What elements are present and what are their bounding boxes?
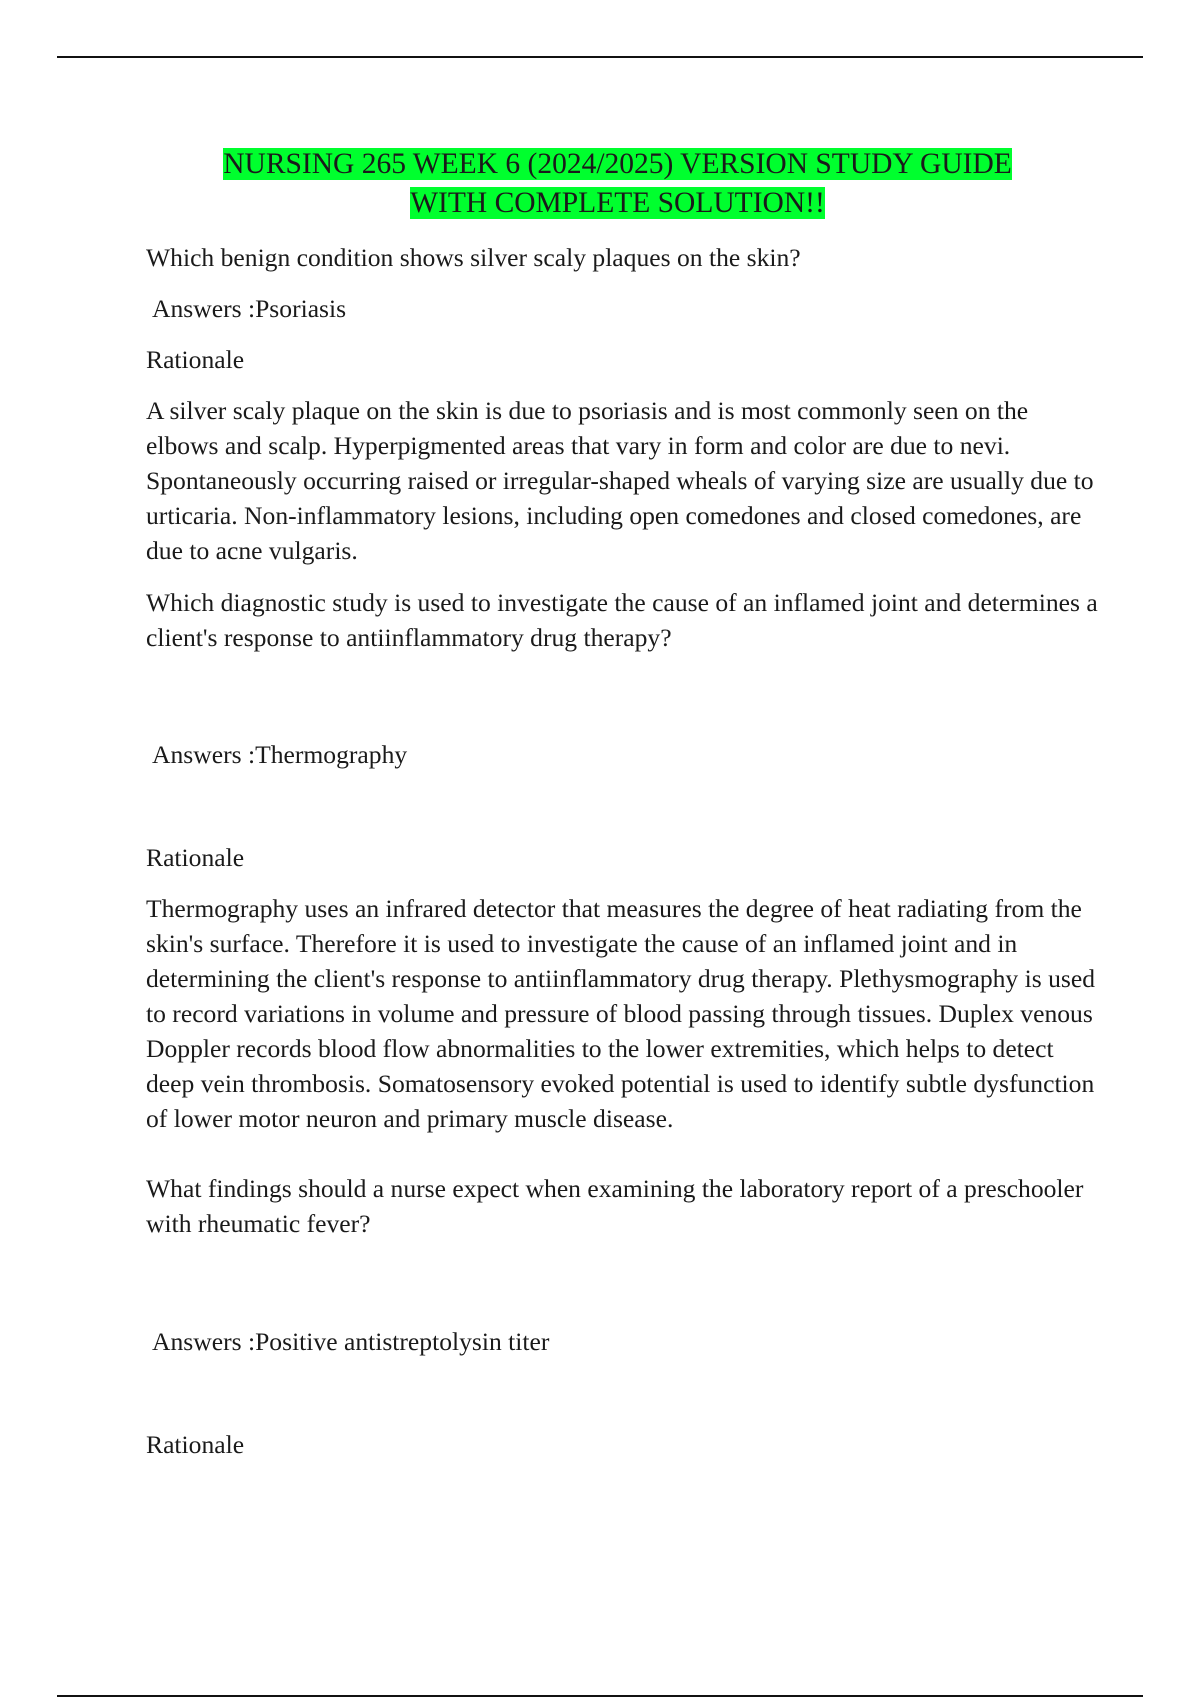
rationale-label-1: Rationale [146,345,245,374]
answer-1: Answers :Psoriasis [152,294,347,323]
answer-3: Answers :Positive antistreptolysin titer [152,1327,550,1356]
question-2: Which diagnostic study is used to investigate the cause of an inflamed joint and determines a client's response to antiinflammatory drug therapy? [146,588,1098,652]
question-3: What findings should a nurse expect when examining the laboratory report of a preschooler with rheumatic fever? [146,1174,1084,1238]
top-rule [57,56,1143,58]
rationale-label-2: Rationale [146,843,245,872]
document-title [140,145,1095,223]
rationale-text-1: A silver scaly plaque on the skin is due to psoriasis and is most commonly seen on the elbows and scalp. Hyperpigmented areas that vary in form and color are due to nevi. Spontaneously occurring raised or irregular-shaped wheals of varying size are usually due to urticaria. Non-inflammatory lesions, including open comedones and closed comedones, are due to acne vulgaris. [146,396,1094,565]
title-line-1: NURSING 265 WEEK 6 (2024/2025) VERSION STUDY GUIDE [223,148,1012,180]
answer-2: Answers :Thermography [152,740,408,769]
bottom-rule [57,1695,1143,1697]
title-line-2: WITH COMPLETE SOLUTION!! [410,187,825,219]
question-1: Which benign condition shows silver scaly plaques on the skin? [146,243,801,272]
rationale-label-3: Rationale [146,1430,245,1459]
rationale-text-2: Thermography uses an infrared detector that measures the degree of heat radiating from the skin's surface. Therefore it is used to investigate the cause of an inflamed joint and in determining the client's response to antiinflammatory drug therapy. Plethysmography is used to record variations in volume and pressure of blood passing through tissues. Duplex venous Doppler records blood flow abnormalities to the lower extremities, which helps to detect deep vein thrombosis. Somatosensory evoked potential is used to identify subtle dysfunction of lower motor neuron and primary muscle disease. [146,894,1096,1133]
